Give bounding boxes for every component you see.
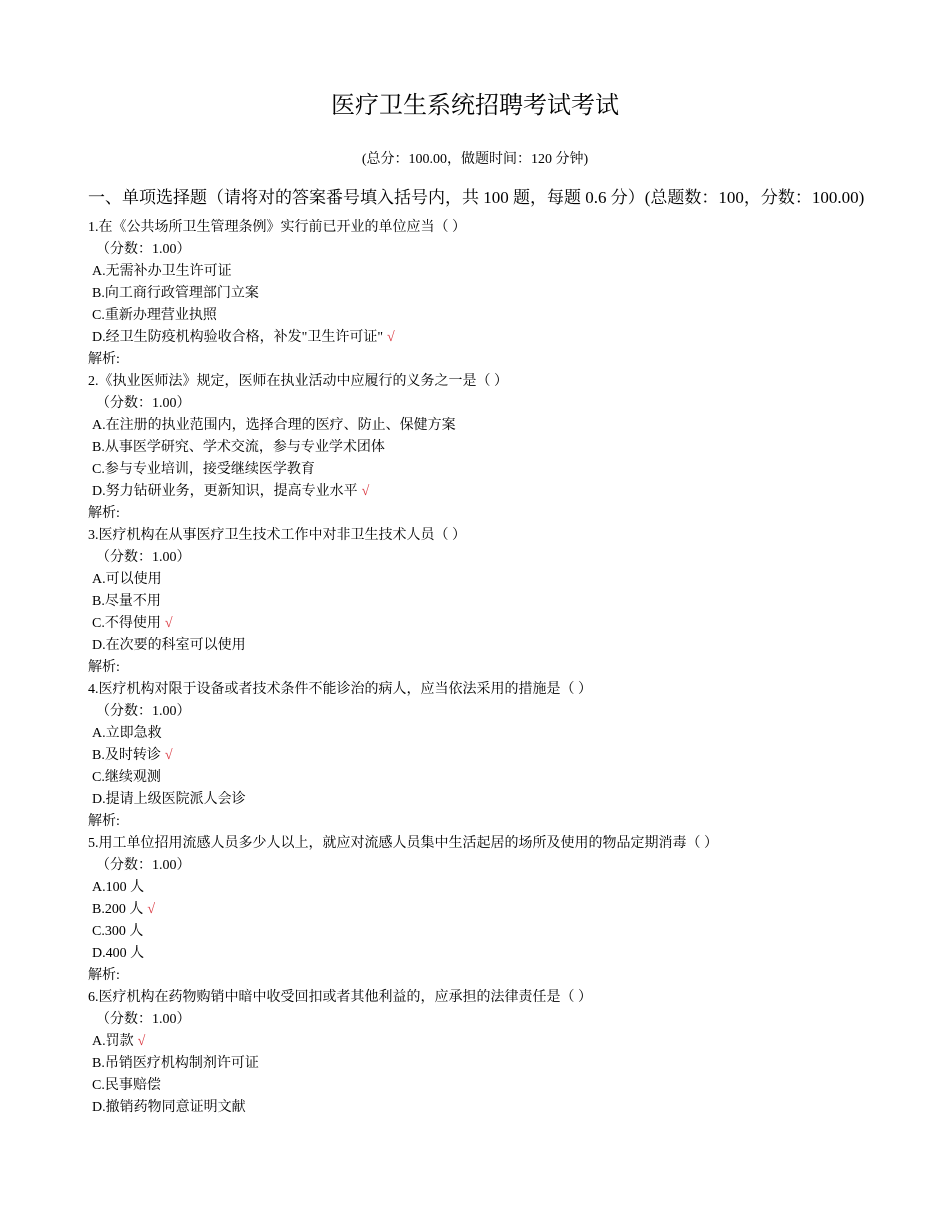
answer-option (88, 305, 928, 327)
analysis-label: 解析: (88, 352, 120, 367)
question-item (88, 217, 928, 371)
answer-option (88, 899, 928, 921)
answer-option-text: A.100 人 (92, 880, 145, 895)
answer-option (88, 767, 928, 789)
answer-option (88, 943, 928, 965)
question-stem: 6.医疗机构在药物购销中暗中收受回扣或者其他利益的，应承担的法律责任是（ ） (88, 990, 592, 1005)
section-heading: 一、单项选择题（请将对的答案番号填入括号内，共 100 题，每题 0.6 分）(总题数：100，分数：100.00) (88, 188, 865, 207)
answer-option-text: A.立即急救 (92, 726, 162, 741)
question-score: （分数：1.00） (96, 396, 191, 411)
question-stem: 1.在《公共场所卫生管理条例》实行前已开业的单位应当（ ） (88, 220, 466, 235)
correct-answer-check-icon: √ (137, 1034, 146, 1049)
page-title: 医疗卫生系统招聘考试考试 (331, 91, 619, 119)
answer-option-text: B.向工商行政管理部门立案 (92, 286, 259, 301)
analysis-label: 解析: (88, 506, 120, 521)
answer-option (88, 481, 928, 503)
answer-option-text: B.从事医学研究、学术交流，参与专业学术团体 (92, 440, 385, 455)
answer-option (88, 327, 928, 349)
question-item (88, 833, 928, 987)
answer-option-text: A.在注册的执业范围内，选择合理的医疗、防止、保健方案 (92, 418, 456, 433)
question-score: （分数：1.00） (96, 1012, 191, 1027)
answer-option (88, 1075, 928, 1097)
answer-option-text: C.民事赔偿 (92, 1078, 161, 1093)
answer-option-text: A.无需补办卫生许可证 (92, 264, 232, 279)
answer-option-text: D.经卫生防疫机构验收合格，补发"卫生许可证" (92, 330, 384, 345)
question-stem: 2.《执业医师法》规定，医师在执业活动中应履行的义务之一是（ ） (88, 374, 508, 389)
analysis-label: 解析: (88, 660, 120, 675)
answer-option (88, 1053, 928, 1075)
analysis-label: 解析: (88, 968, 120, 983)
answer-option-text: D.提请上级医院派人会诊 (92, 792, 246, 807)
answer-option (88, 1031, 928, 1053)
answer-option (88, 569, 928, 591)
correct-answer-check-icon: √ (361, 484, 370, 499)
answer-option-text: A.罚款 (92, 1034, 134, 1049)
answer-option-text: D.在次要的科室可以使用 (92, 638, 246, 653)
answer-option-text: D.努力钻研业务，更新知识，提高专业水平 (92, 484, 358, 499)
answer-option-text: D.400 人 (92, 946, 145, 961)
answer-option (88, 591, 928, 613)
answer-option (88, 415, 928, 437)
question-score: （分数：1.00） (96, 242, 191, 257)
question-stem: 4.医疗机构对限于设备或者技术条件不能诊治的病人，应当依法采用的措施是（ ） (88, 682, 592, 697)
question-list (88, 217, 928, 1119)
answer-option (88, 437, 928, 459)
question-stem: 3.医疗机构在从事医疗卫生技术工作中对非卫生技术人员（ ） (88, 528, 466, 543)
answer-option (88, 261, 928, 283)
answer-option (88, 877, 928, 899)
analysis-label: 解析: (88, 814, 120, 829)
correct-answer-check-icon: √ (387, 330, 395, 345)
answer-option-text: A.可以使用 (92, 572, 162, 587)
question-score: （分数：1.00） (96, 858, 191, 873)
answer-option-text: B.尽量不用 (92, 594, 161, 609)
question-score: （分数：1.00） (96, 550, 191, 565)
question-stem: 5.用工单位招用流感人员多少人以上，就应对流感人员集中生活起居的场所及使用的物品定期消毒（ ） (88, 836, 718, 851)
question-item (88, 525, 928, 679)
answer-option (88, 613, 928, 635)
question-item (88, 679, 928, 833)
answer-option (88, 723, 928, 745)
answer-option-text: C.参与专业培训，接受继续医学教育 (92, 462, 315, 477)
correct-answer-check-icon: √ (164, 748, 173, 763)
answer-option-text: C.300 人 (92, 924, 144, 939)
question-score: （分数：1.00） (96, 704, 191, 719)
answer-option (88, 459, 928, 481)
question-item (88, 371, 928, 525)
answer-option-text: D.撤销药物同意证明文献 (92, 1100, 246, 1115)
answer-option (88, 789, 928, 811)
answer-option-text: C.继续观测 (92, 770, 161, 785)
answer-option-text: C.不得使用 (92, 616, 161, 631)
answer-option-text: B.吊销医疗机构制剂许可证 (92, 1056, 259, 1071)
answer-option-text: C.重新办理营业执照 (92, 308, 217, 323)
correct-answer-check-icon: √ (164, 616, 173, 631)
answer-option (88, 1097, 928, 1119)
question-item (88, 987, 928, 1119)
answer-option (88, 921, 928, 943)
answer-option (88, 283, 928, 305)
answer-option (88, 745, 928, 767)
exam-meta: (总分：100.00，做题时间：120 分钟) (361, 152, 589, 167)
correct-answer-check-icon: √ (147, 902, 156, 917)
answer-option (88, 635, 928, 657)
answer-option-text: B.200 人 (92, 902, 144, 917)
answer-option-text: B.及时转诊 (92, 748, 161, 763)
